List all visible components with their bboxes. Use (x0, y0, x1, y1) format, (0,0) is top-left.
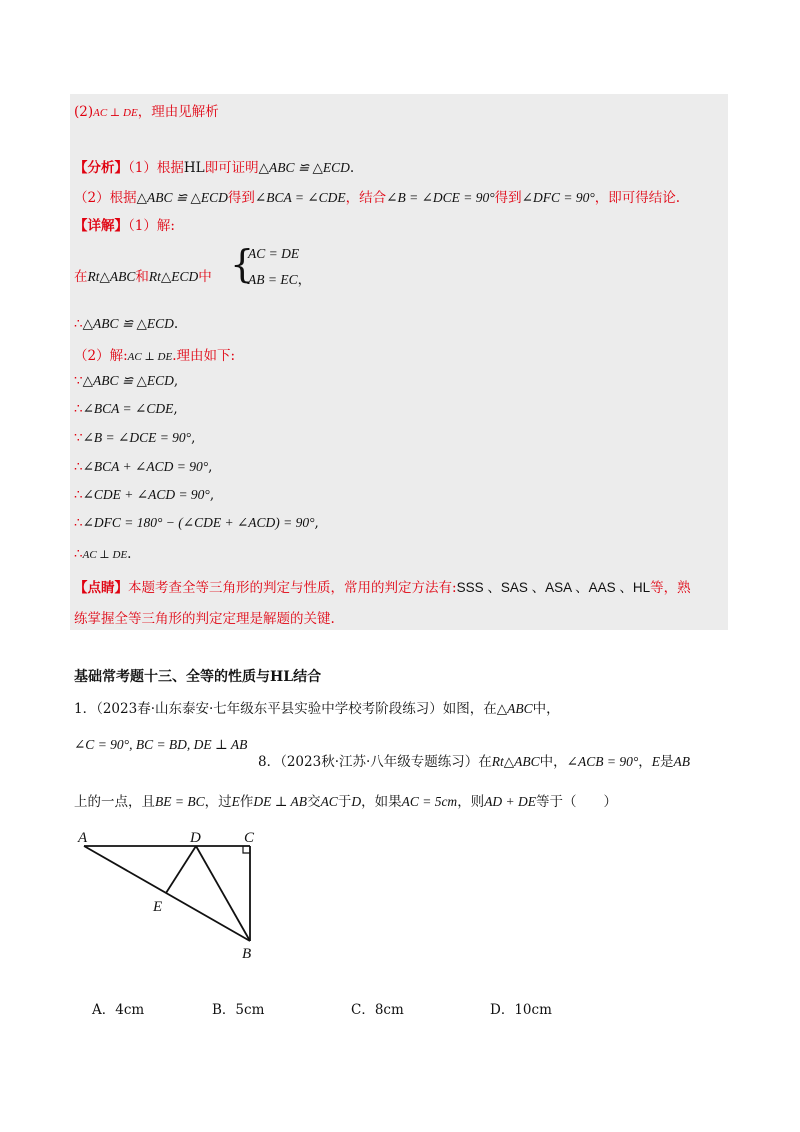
comment-line1: 【点睛】本题考查全等三角形的判定与性质，常用的判定方法有:SSS 、SAS 、ASA 、AAS 、HL等，熟 (74, 580, 691, 596)
analysis-tag: 【分析】 (74, 160, 128, 176)
question-line3: 上的一点，且BE = BC，过E作DE ⊥ AB交AC于D，如果AC = 5cm，则AD + DE等于（ ） (74, 794, 618, 810)
detail-part2: （2）解:AC ⊥ DE.理由如下: (74, 348, 236, 364)
option-a[interactable]: A．4cm (92, 1002, 145, 1018)
answer-panel: (2)AC ⊥ DE，理由见解析 【分析】（1）根据HL即可证明△ABC ≌ △ECD. （2）根据△ABC ≌ △ECD得到∠BCA = ∠CDE，结合∠B = ∠DCE = 90°得到∠DFC = 90°，即可得结论. 【详解】（1）解: 在Rt△ABC和Rt△ECD中 { AC = DE AB = EC， ∴△ABC ≌ △ECD. （2）解:AC ⊥ DE.理由如下: ∵△ABC ≌ △ECD, ∴∠BCA = ∠CDE, ∵∠B = ∠DCE = 90°, ∴∠BCA + ∠ACD = 90°, ∴∠CDE + ∠ACD = 90°, ∴∠DFC = 180° − (∠CDE + ∠ACD) = 90°, ∴AC ⊥ DE. 【点睛】本题考查全等三角形的判定与性质，常用的判定方法有:SSS 、SAS 、ASA 、AAS 、HL等，熟 练掌握全等三角形的判定定理是解题的关键. (70, 94, 728, 630)
answer-part2: (2)AC ⊥ DE，理由见解析 (74, 104, 219, 120)
question-line1: 1．（2023春·山东泰安·七年级东平县实验中学校考阶段练习）如图，在△ABC中， (74, 701, 560, 717)
reason-6: ∴∠DFC = 180° − (∠CDE + ∠ACD) = 90°, (74, 515, 319, 531)
option-c[interactable]: C．8cm (351, 1002, 404, 1018)
reason-4: ∴∠BCA + ∠ACD = 90°, (74, 459, 213, 475)
segment-AB (84, 846, 250, 941)
triangle-figure (76, 826, 276, 966)
question-line2: 8．（2023秋·江苏·八年级专题练习）在Rt△ABC中，∠ACB = 90°，E是AB (258, 754, 690, 770)
segment-DE (166, 846, 196, 893)
label-A: A (78, 830, 88, 846)
right-angle-mark (243, 846, 250, 853)
label-D: D (190, 830, 201, 846)
section-title: 基础常考题十三、全等的性质与HL结合 (74, 669, 322, 685)
brace: { (230, 242, 255, 286)
detail-line1: 【详解】（1）解: (74, 218, 175, 234)
detail-tag: 【详解】 (74, 218, 128, 234)
option-d[interactable]: D．10cm (490, 1002, 552, 1018)
label-E: E (153, 899, 163, 915)
analysis-line1: 【分析】（1）根据HL即可证明△ABC ≌ △ECD. (74, 160, 355, 176)
reason-2: ∴∠BCA = ∠CDE, (74, 401, 178, 417)
reason-5: ∴∠CDE + ∠ACD = 90°, (74, 487, 215, 503)
analysis-line2: （2）根据△ABC ≌ △ECD得到∠BCA = ∠CDE，结合∠B = ∠DCE = 90°得到∠DFC = 90°，即可得结论. (74, 190, 681, 206)
reason-1: ∵△ABC ≌ △ECD, (74, 373, 179, 389)
label-B: B (242, 946, 252, 962)
segment-DB (196, 846, 250, 941)
reason-3: ∵∠B = ∠DCE = 90°, (74, 430, 196, 446)
label-C: C (244, 830, 255, 846)
option-b[interactable]: B．5cm (212, 1002, 265, 1018)
detail-in-line: 在Rt△ABC和Rt△ECD中 (74, 269, 212, 285)
comment-line2: 练掌握全等三角形的判定定理是解题的关键. (74, 611, 335, 627)
reason-7: ∴AC ⊥ DE. (74, 546, 132, 562)
comment-tag: 【点睛】 (74, 580, 128, 596)
detail-step1: ∴△ABC ≌ △ECD. (74, 316, 179, 332)
question-line2-overlap: ∠C = 90°, BC = BD, DE ⊥ AB (74, 737, 248, 752)
